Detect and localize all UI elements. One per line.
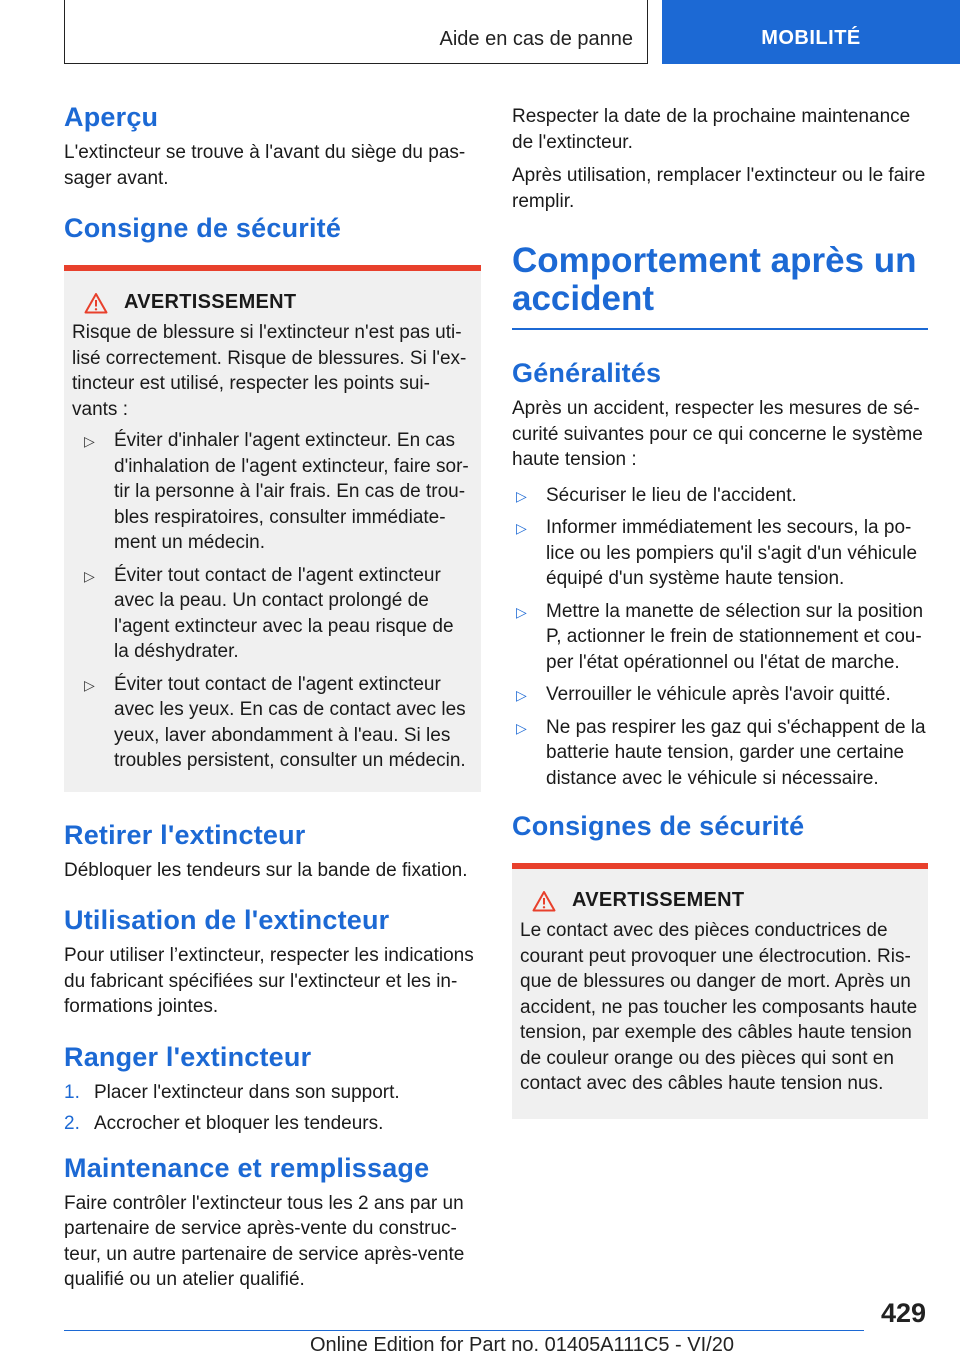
heading-maintenance: Maintenance et remplissage (64, 1152, 430, 1183)
list-item: ▷ Éviter tout contact de l'agent extincteur avec la peau. Un contact prolongé de l'agent extincteur avec la peau risque de la déshydrater. (84, 564, 454, 662)
header-chapter-label: MOBILITÉ (761, 27, 861, 49)
chapter-title: Comportement après un accident (512, 241, 917, 318)
triangle-bullet-icon: ▷ (516, 603, 527, 620)
warning-label: AVERTISSEMENT (572, 889, 745, 911)
heading-generalites: Généralités (512, 358, 662, 388)
text-retirer: Débloquer les tendeurs sur la bande de fixation. (64, 859, 468, 881)
left-column (64, 100, 481, 1313)
warning-text: Risque de blessure si l'extincteur n'est pas uti-lisé correctement. Risque de blessures. Si l'ex-tincteur est utilisé, respecter les points sui-vants : (72, 322, 467, 420)
warning-triangle-icon (84, 292, 108, 314)
section-maintenance (64, 1151, 481, 1293)
step-item: 2. Accrocher et bloquer les tendeurs. (64, 1113, 384, 1134)
heading-apercu: Aperçu (64, 102, 159, 132)
heading-ranger: Ranger l'extincteur (64, 1041, 312, 1072)
warning-box (64, 265, 481, 792)
triangle-bullet-icon: ▷ (84, 676, 95, 693)
warning-title (84, 291, 473, 314)
warning-box (512, 863, 928, 1119)
warning-triangle-icon (532, 890, 556, 912)
section-generalites (512, 356, 928, 791)
section-ranger (64, 1040, 481, 1137)
list-item: ▷ Ne pas respirer les gaz qui s'échappent de la batterie haute tension, garder une certaine distance avec le véhicule si nécessaire. (516, 716, 926, 789)
page-number: 429 (880, 1298, 926, 1328)
warning-title (532, 889, 920, 912)
list-item: ▷ Sécuriser le lieu de l'accident. (512, 483, 928, 509)
step-item: 1. Placer l'extincteur dans son support. (64, 1081, 400, 1103)
section-apercu (64, 100, 481, 191)
list-item: ▷ Informer immédiatement les secours, la po-lice ou les pompiers qu'il s'agit d'un véhicule équipé d'un système haute tension. (516, 517, 918, 589)
section-retirer (64, 818, 481, 884)
warning-list (72, 428, 473, 774)
heading-retirer: Retirer l'extincteur (64, 819, 306, 850)
triangle-bullet-icon: ▷ (516, 719, 527, 736)
section-utilisation (64, 903, 481, 1020)
warning-label: AVERTISSEMENT (124, 291, 297, 313)
triangle-bullet-icon: ▷ (84, 433, 95, 449)
triangle-bullet-icon: ▷ (516, 487, 527, 504)
triangle-bullet-icon: ▷ (516, 520, 527, 536)
list-item: ▷ Éviter d'inhaler l'agent extincteur. En cas d'inhalation de l'agent extincteur, faire sor-tir la personne à l'air frais. En cas de trou-bles respiratoires, consulter immédiate-ment un médecin. (84, 430, 469, 553)
heading-consigne: Consigne de sécurité (64, 213, 342, 243)
list-item: ▷ Éviter tout contact de l'agent extincteur avec les yeux. En cas de contact avec les yeux, laver abondamment à l'eau. Si les troubles persistent, consulter un médecin. (84, 673, 466, 771)
warning-text: Le contact avec des pièces conductrices de courant peut provoquer une électrocution. Ris-que de blessures ou danger de mort. Après un accident, ne pas toucher les composants haute tension, par exemple des câbles haute tension de couleur orange ou des pièces qui sont en contact avec des câbles haute tension nus. (520, 920, 918, 1094)
text-intro-replace: Après utilisation, remplacer l'extincteur ou le faire remplir. (512, 165, 926, 212)
footer-rule (64, 1330, 864, 1331)
chapter-rule (512, 328, 928, 330)
text-apercu: L'extincteur se trouve à l'avant du siège du pas-sager avant. (64, 142, 466, 189)
section-consigne (64, 211, 481, 792)
text-intro-maintenance: Respecter la date de la prochaine maintenance de l'extincteur. (512, 106, 911, 153)
header-chapter-tab (662, 0, 960, 64)
heading-consignes: Consignes de sécurité (512, 811, 805, 841)
list-item: ▷ Mettre la manette de sélection sur la position P, actionner le frein de stationnement et cou-per l'état opérationnel ou l'état de marche. (516, 600, 924, 673)
generalites-list (512, 483, 928, 792)
footer-edition: Online Edition for Part no. 01405A111C5 - VI/20 (310, 1334, 734, 1356)
header-section-title: Aide en cas de panne (439, 28, 633, 50)
list-item: ▷ Verrouiller le véhicule après l'avoir quitté. (512, 682, 928, 708)
right-column (512, 104, 928, 1139)
triangle-bullet-icon: ▷ (84, 567, 95, 584)
triangle-bullet-icon: ▷ (516, 687, 527, 703)
header-section-box (64, 0, 648, 64)
section-consignes (512, 809, 928, 1119)
text-generalites: Après un accident, respecter les mesures de sé-curité suivantes pour ce qui concerne le système haute tension : (512, 398, 923, 470)
text-maintenance: Faire contrôler l'extincteur tous les 2 ans par un partenaire de service après-vente du construc-teur, un autre partenaire de service après-vente qualifié ou un atelier qualifié. (64, 1192, 465, 1290)
text-utilisation: Pour utiliser l’extincteur, respecter les indications du fabricant spécifiées sur l'extincteur et les in-formations jointes. (64, 945, 474, 1017)
heading-utilisation: Utilisation de l'extincteur (64, 905, 390, 935)
ranger-steps (64, 1080, 481, 1137)
